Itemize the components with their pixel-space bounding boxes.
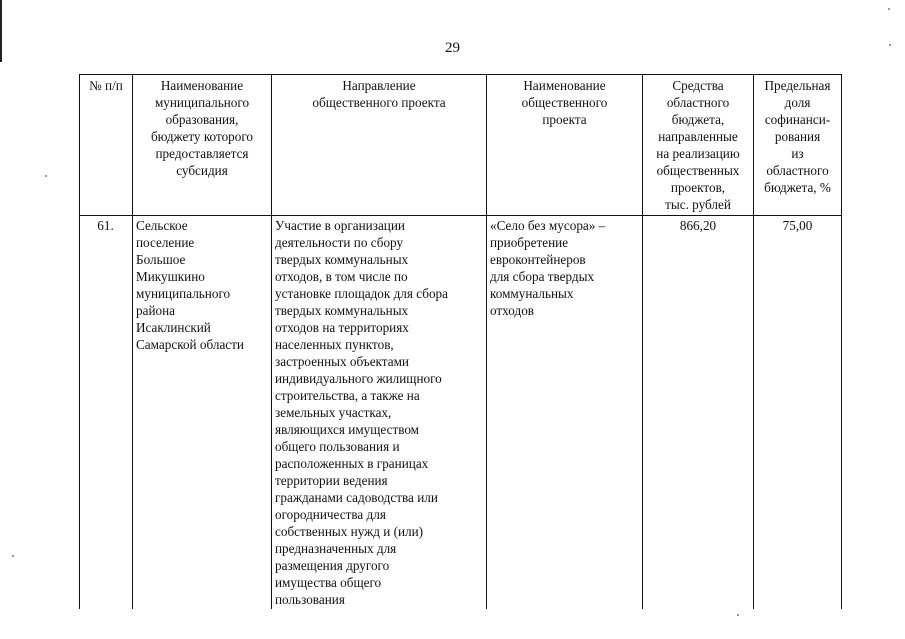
header-project-name: Наименование общественного проекта — [487, 75, 643, 216]
header-share: Предельная доля софинанси- рования из областного бюджета, % — [754, 75, 842, 216]
subsidy-table — [79, 74, 842, 609]
row-funds: 866,20 — [643, 216, 754, 610]
row-share: 75,00 — [754, 216, 842, 610]
scan-speck — [737, 614, 739, 616]
table-header-row — [80, 75, 842, 216]
header-funds: Средства областного бюджета, направленные на реализацию общественных проектов, тыс. рублей — [643, 75, 754, 216]
row-number: 61. — [80, 216, 133, 610]
row-direction: Участие в организации деятельности по сбору твердых коммунальных отходов, в том числе по установке площадок для сбора твердых коммунальных отходов на территориях населенных пунктов, застроенных объектами индивидуального жилищного строительства, а также на земельных участках, являющихся имуществом общего пользования и расположенных в границах территории ведения гражданами садоводства или огородничества для собственных нужд и (или) предназначенных для размещения другого имущества общего пользования — [272, 216, 487, 610]
row-municipality: Сельское поселение Большое Микушкино муниципального района Исаклинский Самарской области — [133, 216, 272, 610]
header-direction: Направление общественного проекта — [272, 75, 487, 216]
page-number: 29 — [445, 40, 460, 56]
scan-speck — [45, 175, 47, 177]
header-number: № п/п — [80, 75, 133, 216]
header-municipality: Наименование муниципального образования, бюджету которого предоставляется субсидия — [133, 75, 272, 216]
row-project-name: «Село без мусора» – приобретение евроконтейнеров для сбора твердых коммунальных отходов — [487, 216, 643, 610]
scan-speck — [888, 8, 890, 10]
scan-speck — [889, 44, 891, 46]
table-row — [80, 216, 842, 610]
scan-speck — [12, 555, 14, 557]
